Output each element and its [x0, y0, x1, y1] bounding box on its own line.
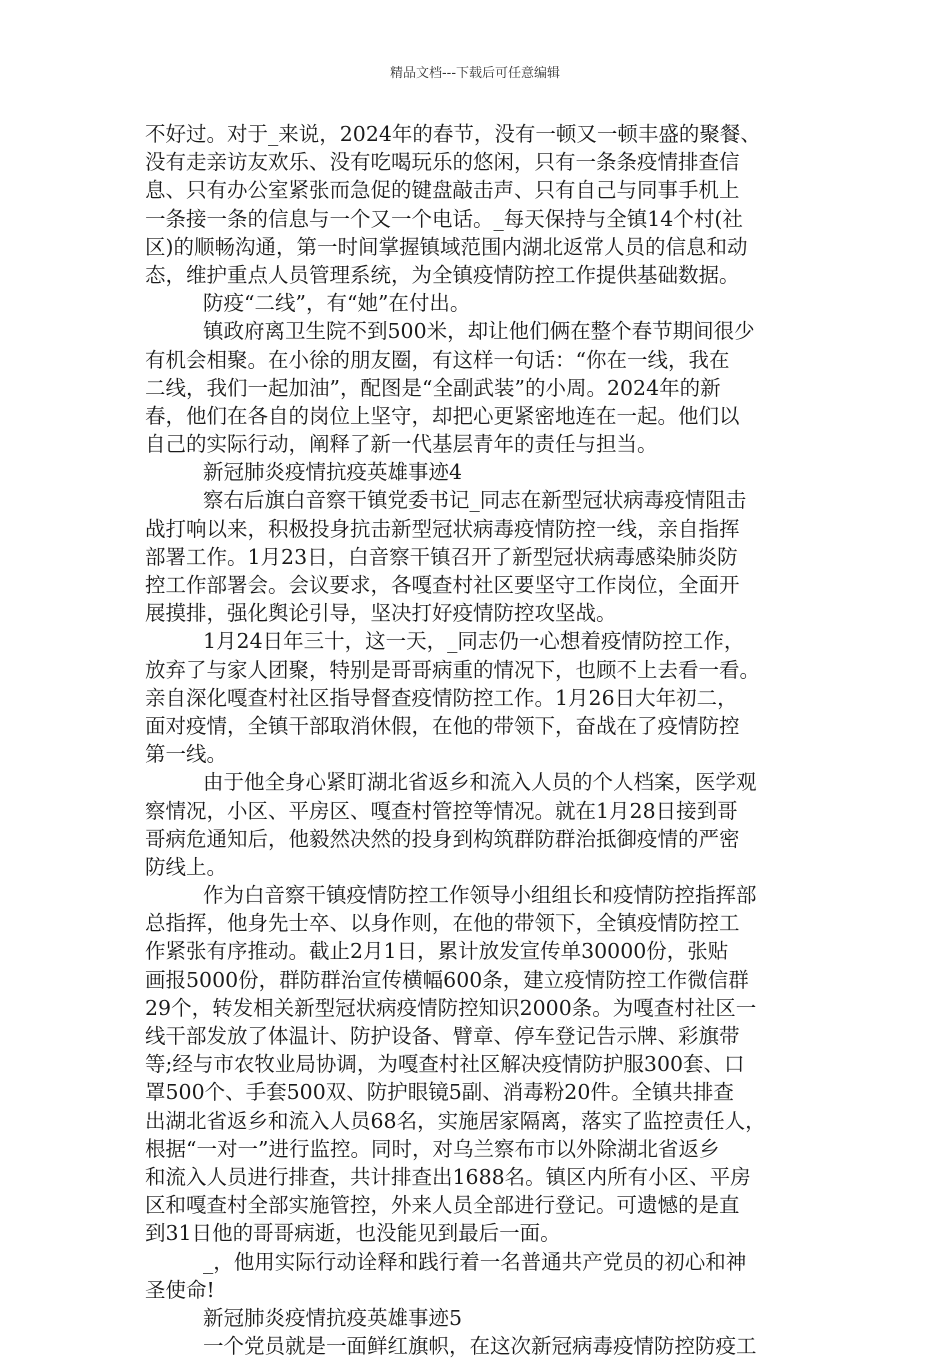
paragraph-line: 1月24日年三十，这一天，_同志仍一心想着疫情防控工作，: [203, 629, 745, 654]
paragraph-line: 区)的顺畅沟通，第一时间掌握镇域范围内湖北返常人员的信息和动: [145, 234, 748, 259]
paragraph-line: 作紧张有序推动。截止2月1日，累计放发宣传单30000份，张贴: [145, 939, 729, 964]
paragraph-line: 控工作部署会。会议要求，各嘎查村社区要坚守工作岗位，全面开: [145, 573, 740, 597]
paragraph-line: 由于他全身心紧盯湖北省返乡和流入人员的个人档案，医学观: [203, 770, 757, 795]
paragraph-line: 画报5000份，群防群治宣传横幅600条，建立疫情防控工作微信群: [145, 967, 749, 992]
paragraph-line: 战打响以来，积极投身抗击新型冠状病毒疫情防控一线，亲自指挥: [145, 516, 740, 541]
paragraph-line: _，他用实际行动诠释和践行着一名普通共产党员的初心和神: [203, 1249, 747, 1274]
paragraph-line: 区和嘎查村全部实施管控，外来人员全部进行登记。可遗憾的是直: [145, 1193, 740, 1218]
section-heading: 新冠肺炎疫情抗疫英雄事迹4: [203, 460, 463, 485]
paragraph-line: 放弃了与家人团聚，特别是哥哥病重的情况下，也顾不上去看一看。: [145, 657, 760, 682]
paragraph-line: 察右后旗白音察干镇党委书记_同志在新型冠状病毒疫情阻击: [203, 488, 747, 513]
paragraph-line: 线干部发放了体温计、防护设备、臂章、停车登记告示牌、彩旗带: [145, 1024, 740, 1048]
paragraph-line: 根据“一对一”进行监控。同时，对乌兰察布市以外除湖北省返乡: [145, 1136, 720, 1161]
paragraph-line: 自己的实际行动，阐释了新一代基层青年的责任与担当。: [145, 432, 658, 457]
paragraph-line: 等;经与市农牧业局协调，为嘎查村社区解决疫情防护服300套、口: [145, 1052, 745, 1077]
section-heading: 新冠肺炎疫情抗疫英雄事迹5: [203, 1305, 463, 1330]
paragraph-line: 一条接一条的信息与一个又一个电话。_每天保持与全镇14个村(社: [145, 206, 743, 231]
paragraph-line: 总指挥，他身先士卒、以身作则，在他的带领下，全镇疫情防控工: [145, 911, 740, 936]
paragraph-line: 防线上。: [145, 854, 227, 879]
paragraph-line: 作为白音察干镇疫情防控工作领导小组组长和疫情防控指挥部: [203, 883, 757, 908]
paragraph-line: 二线，我们一起加油”，配图是“全副武装”的小周。2024年的新: [145, 375, 721, 400]
paragraph-line: 没有走亲访友欢乐、没有吃喝玩乐的悠闲，只有一条条疫情排查信: [145, 150, 740, 175]
document-body: [145, 120, 810, 1360]
paragraph-line: 到31日他的哥哥病逝，也没能见到最后一面。: [145, 1221, 561, 1246]
paragraph-line: 一个党员就是一面鲜红旗帜，在这次新冠病毒疫情防控防疫工: [203, 1334, 757, 1359]
paragraph-line: 春，他们在各自的岗位上坚守，却把心更紧密地连在一起。他们以: [145, 403, 740, 428]
paragraph-line: 不好过。对于_来说，2024年的春节，没有一顿又一顿丰盛的聚餐、: [145, 122, 761, 146]
paragraph-line: 亲自深化嘎查村社区指导督查疫情防控工作。1月26日大年初二，: [145, 685, 738, 710]
paragraph-line: 第一线。: [145, 742, 227, 767]
paragraph-line: 圣使命!: [145, 1277, 215, 1302]
paragraph-line: 29个，转发相关新型冠状病疫情防控知识2000条。为嘎查村社区一: [145, 995, 757, 1020]
paragraph-line: 察情况，小区、平房区、嘎查村管控等情况。就在1月28日接到哥: [145, 798, 738, 823]
paragraph-line: 面对疫情，全镇干部取消休假，在他的带领下，奋战在了疫情防控: [145, 713, 740, 738]
paragraph-line: 息、只有办公室紧张而急促的键盘敲击声、只有自己与同事手机上: [145, 178, 740, 203]
paragraph-line: 哥病危通知后，他毅然决然的投身到构筑群防群治抵御疫情的严密: [145, 826, 740, 851]
paragraph-line: 和流入人员进行排查，共计排查出1688名。镇区内所有小区、平房: [145, 1164, 751, 1189]
paragraph-line: 罩500个、手套500双、防护眼镜5副、消毒粉20件。全镇共排查: [145, 1080, 734, 1105]
paragraph-line: 部署工作。1月23日，白音察干镇召开了新型冠状病毒感染肺炎防: [145, 544, 738, 569]
paragraph-line: 态，维护重点人员管理系统，为全镇疫情防控工作提供基础数据。: [145, 262, 740, 287]
paragraph-line: 防疫“二线”，有“她”在付出。: [203, 291, 471, 316]
paragraph-line: 展摸排，强化舆论引导，坚决打好疫情防控攻坚战。: [145, 601, 617, 626]
paragraph-line: 出湖北省返乡和流入人员68名，实施居家隔离，落实了监控责任人，: [145, 1108, 766, 1133]
page-header: 精品文档---下载后可任意编辑: [389, 66, 561, 81]
paragraph-line: 有机会相聚。在小徐的朋友圈，有这样一句话：“你在一线，我在: [145, 347, 730, 372]
paragraph-line: 镇政府离卫生院不到500米，却让他们俩在整个春节期间很少: [203, 319, 755, 344]
